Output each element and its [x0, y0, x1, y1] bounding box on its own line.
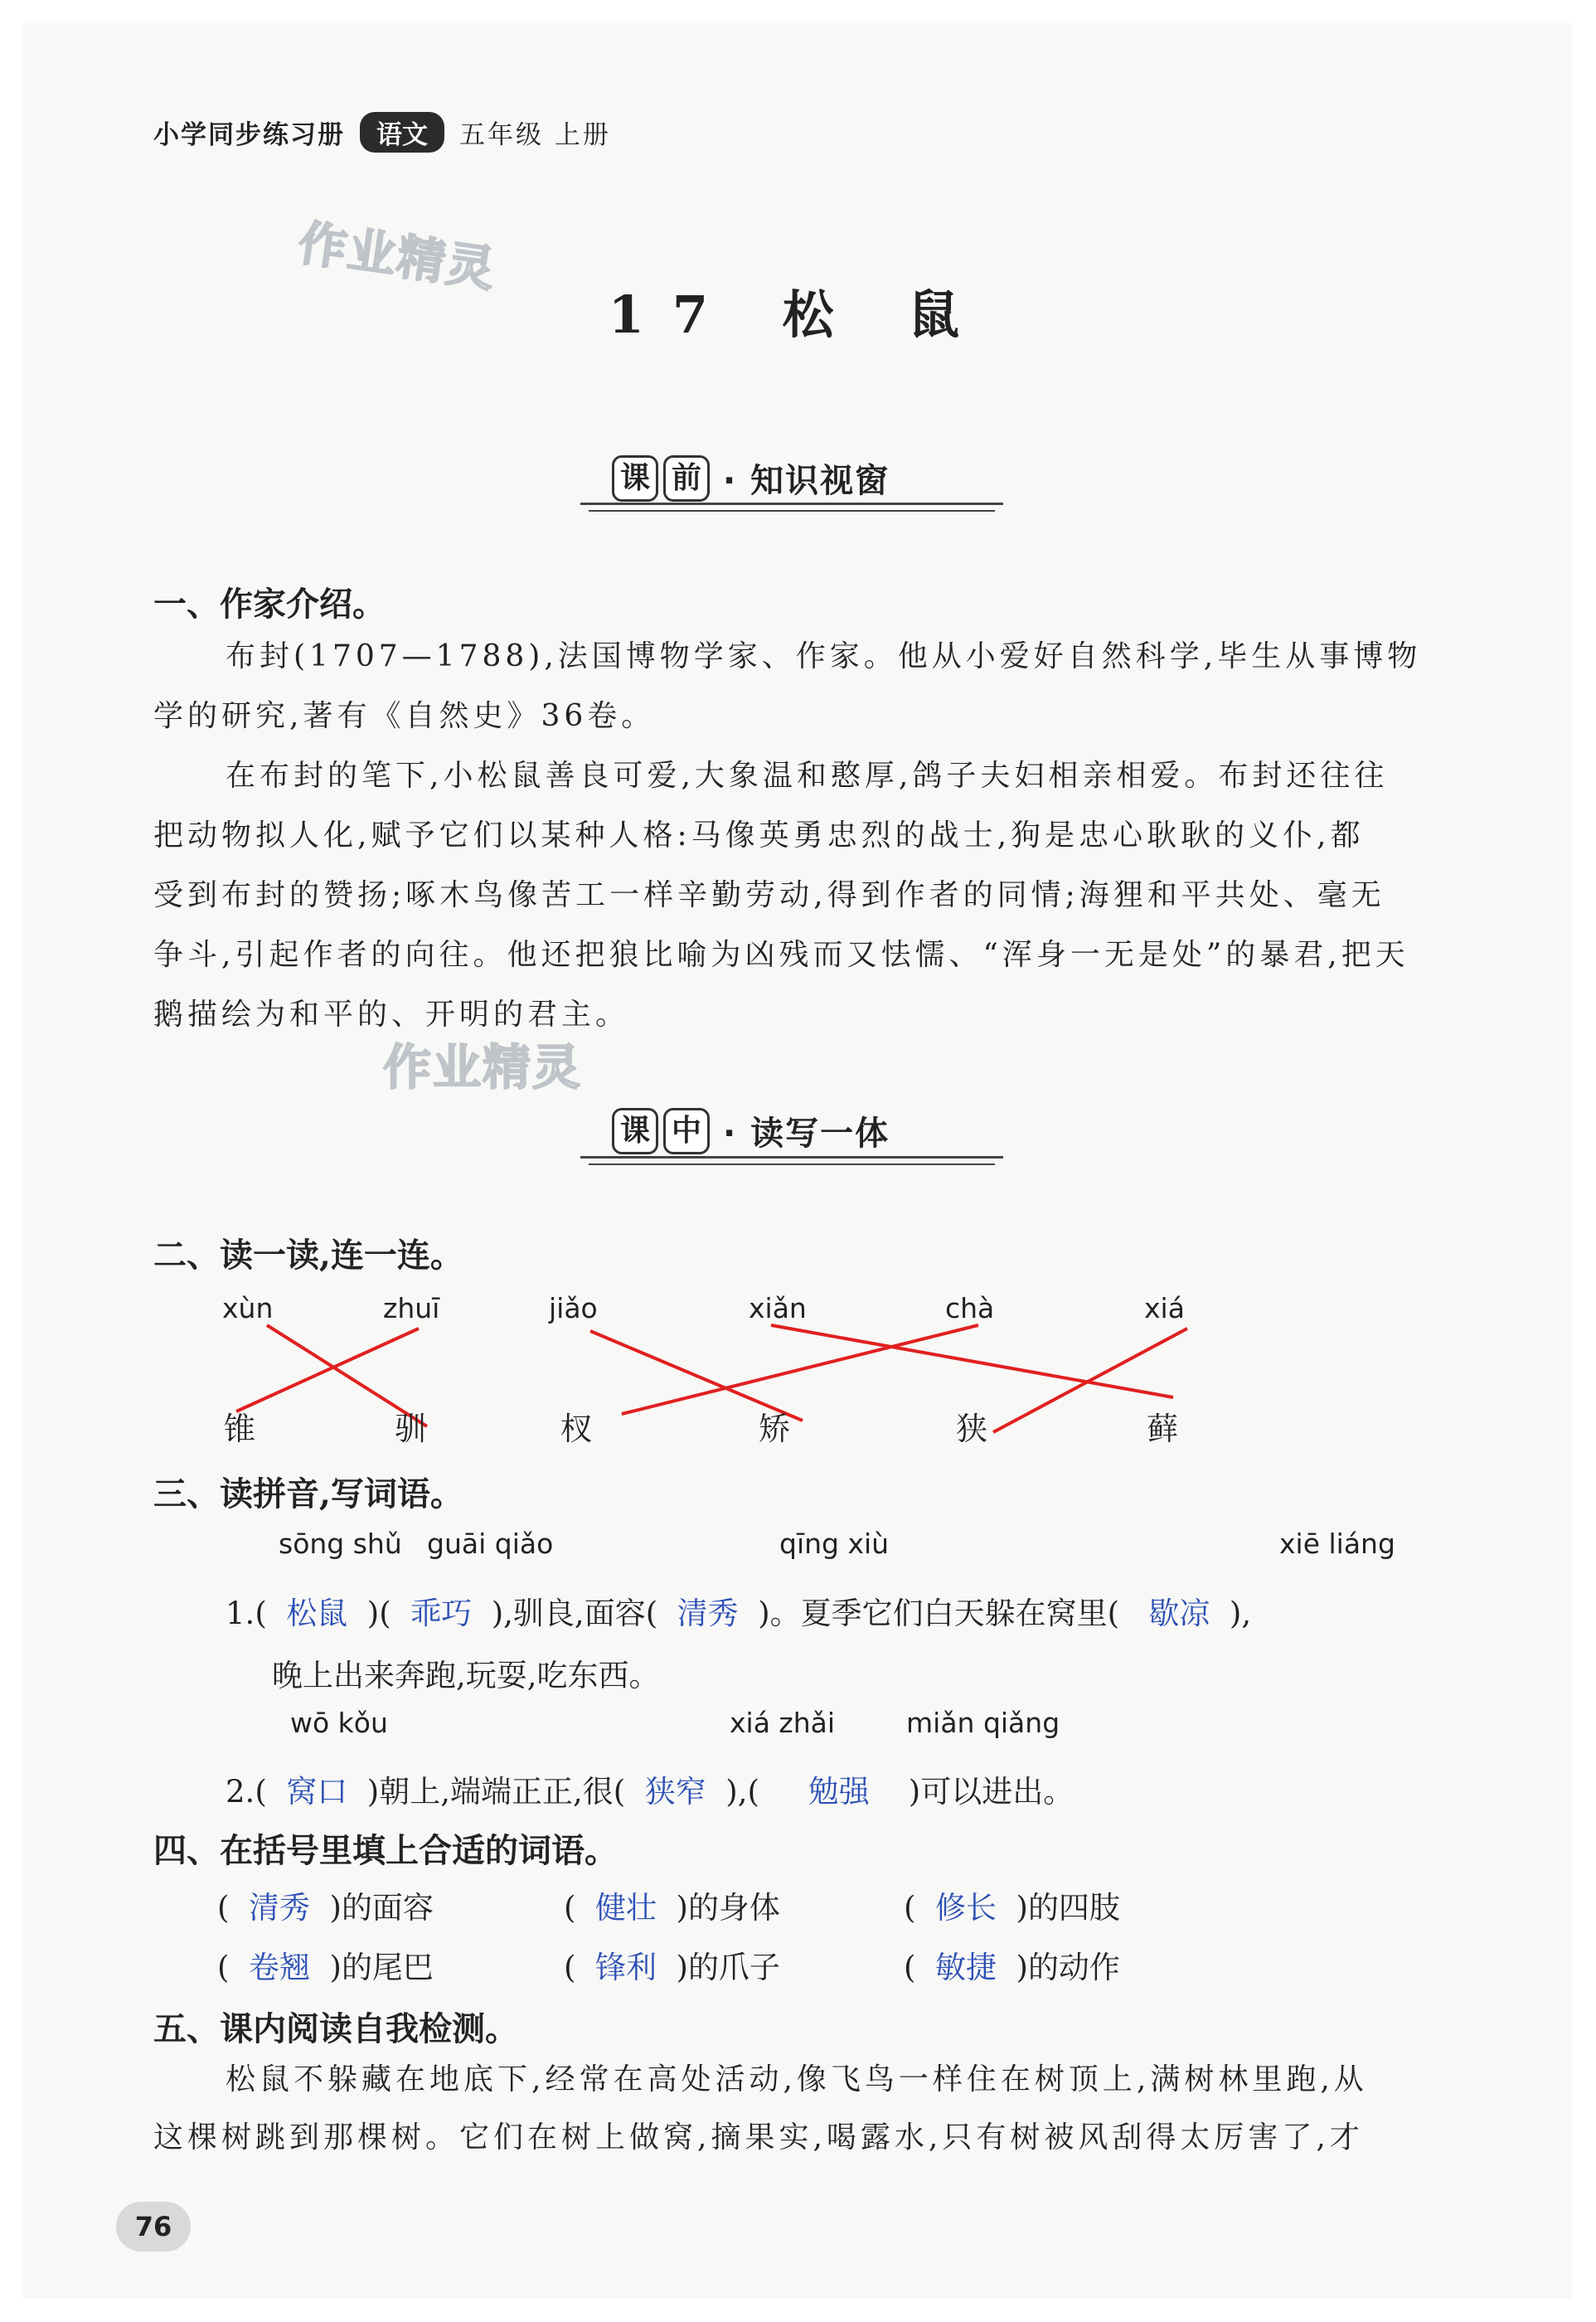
fill-item: ( 修长 )的四肢	[904, 1890, 1120, 1926]
answer-text: 窝口	[286, 1774, 348, 1810]
answer-text: 狭窄	[644, 1774, 706, 1810]
pinyin-label: miǎn qiǎng	[906, 1707, 1060, 1739]
paragraph-line: 松鼠不躲藏在地底下,经常在高处活动,像飞鸟一样住在树顶上,满树林里跑,从	[226, 2062, 1368, 2096]
answer-text: 锋利	[594, 1950, 657, 1985]
fill-suffix: 的面容	[341, 1890, 434, 1926]
section-heading: 四、在括号里填上合适的词语。	[153, 1831, 618, 1870]
question-line: 1.( 松鼠 )( 乖巧 ),驯良,面容( 清秀 )。夏季它们白天躲在窝里( 歇凉 ),	[226, 1596, 1252, 1631]
answer-text: 敏捷	[934, 1950, 997, 1985]
question-line: 晚上出来奔跑,玩耍,吃东西。	[272, 1658, 660, 1693]
pinyin-label: xiǎn	[749, 1292, 807, 1324]
banner-char: 前	[663, 455, 710, 502]
fill-suffix: 的动作	[1027, 1950, 1120, 1985]
pinyin-label: zhuī	[383, 1292, 440, 1324]
answer-text: 松鼠	[286, 1596, 348, 1631]
banner-text: · 读写一体	[723, 1115, 890, 1153]
banner-text: · 知识视窗	[723, 462, 890, 500]
answer-text: 健壮	[594, 1890, 657, 1926]
banner-char: 课	[612, 1108, 658, 1154]
watermark-logo: 作业精灵	[294, 214, 500, 299]
section-heading: 二、读一读,连一连。	[153, 1236, 463, 1275]
pinyin-label: xùn	[222, 1292, 274, 1324]
fill-suffix: 的爪子	[687, 1950, 780, 1985]
answer-text: 乖巧	[410, 1596, 473, 1631]
subject-badge: 语文	[360, 112, 444, 153]
question-text: ,	[737, 1774, 748, 1810]
paragraph-line: 在布封的笔下,小松鼠善良可爱,大象温和憨厚,鸽子夫妇相亲相爱。布封还往往	[226, 759, 1389, 793]
question-text: ,	[1241, 1596, 1252, 1631]
answer-text: 清秀	[248, 1890, 310, 1926]
lesson-title: 17 松 鼠	[608, 284, 988, 345]
page-number: 76	[116, 2202, 191, 2252]
fill-suffix: 的四肢	[1027, 1890, 1120, 1926]
fill-suffix: 的尾巴	[341, 1950, 434, 1985]
book-title: 小学同步练习册	[153, 120, 345, 150]
banner-char: 中	[663, 1108, 710, 1154]
question-text: 可以进出。	[920, 1774, 1075, 1810]
answer-text: 修长	[934, 1890, 997, 1926]
section-heading: 五、课内阅读自我检测。	[153, 2009, 518, 2048]
paragraph-line: 这棵树跳到那棵树。它们在树上做窝,摘果实,喝露水,只有树被风刮得太厉害了,才	[153, 2120, 1364, 2154]
paragraph-line: 学的研究,著有《自然史》36卷。	[153, 699, 656, 733]
match-character: 矫	[759, 1411, 791, 1447]
paragraph-line: 鹅描绘为和平的、开明的君主。	[153, 998, 630, 1032]
answer-text: 清秀	[677, 1596, 739, 1631]
paragraph-line: 争斗,引起作者的向往。他还把狼比喻为凶残而又怯懦、“浑身一无是处”的暴君,把天	[153, 938, 1409, 972]
section-heading: 三、读拼音,写词语。	[153, 1474, 463, 1513]
fill-item: ( 清秀 )的面容	[217, 1890, 434, 1926]
grade-label: 五年级 上册	[459, 120, 611, 150]
answer-text: 勉强	[808, 1774, 870, 1810]
paragraph-line: 受到布封的赞扬;啄木鸟像苦工一样辛勤劳动,得到作者的同情;海狸和平共处、毫无	[153, 878, 1385, 912]
question-number: 2.	[226, 1774, 255, 1810]
fill-suffix: 的身体	[687, 1890, 780, 1926]
pinyin-label: chà	[945, 1292, 995, 1324]
pinyin-label: jiǎo	[549, 1292, 598, 1324]
section-heading: 一、作家介绍。	[153, 585, 386, 624]
fill-item: ( 卷翘 )的尾巴	[217, 1950, 434, 1985]
answer-text: 卷翘	[248, 1950, 310, 1985]
fill-item: ( 敏捷 )的动作	[904, 1950, 1120, 1985]
answer-text: 歇凉	[1148, 1596, 1210, 1631]
question-text: 。夏季它们白天躲在窝里	[769, 1596, 1108, 1631]
fill-item: ( 健壮 )的身体	[564, 1890, 780, 1926]
question-text: 朝上,端端正正,很	[379, 1774, 614, 1810]
match-character: 锥	[224, 1411, 256, 1447]
match-character: 杈	[560, 1411, 593, 1447]
question-text: ,驯良,面容	[503, 1596, 646, 1631]
pinyin-label: guāi qiǎo	[427, 1528, 554, 1560]
question-line: 2.( 窝口 )朝上,端端正正,很( 狭窄 ),( 勉强 )可以进出。	[226, 1774, 1075, 1810]
pinyin-label: wō kǒu	[290, 1707, 388, 1739]
pinyin-label: xiá zhǎi	[730, 1707, 836, 1739]
fill-item: ( 锋利 )的爪子	[564, 1950, 780, 1985]
match-line	[622, 1325, 978, 1414]
pinyin-label: xiá	[1144, 1292, 1185, 1324]
match-line	[236, 1329, 419, 1411]
banner-char: 课	[612, 455, 658, 502]
match-character: 藓	[1147, 1411, 1179, 1447]
pinyin-label: sōng shǔ	[279, 1528, 402, 1560]
match-character: 狭	[956, 1411, 988, 1447]
paragraph-line: 把动物拟人化,赋予它们以某种人格:马像英勇忠烈的战士,狗是忠心耿耿的义仆,都	[153, 819, 1365, 853]
watermark-logo: 作业精灵	[383, 1039, 583, 1095]
pinyin-label: xiē liáng	[1279, 1528, 1395, 1560]
question-number: 1.	[226, 1596, 255, 1631]
pinyin-label: qīng xiù	[779, 1528, 890, 1560]
match-character: 驯	[395, 1411, 427, 1447]
paragraph-line: 布封(1707—1788),法国博物学家、作家。他从小爱好自然科学,毕生从事博物	[226, 639, 1422, 673]
